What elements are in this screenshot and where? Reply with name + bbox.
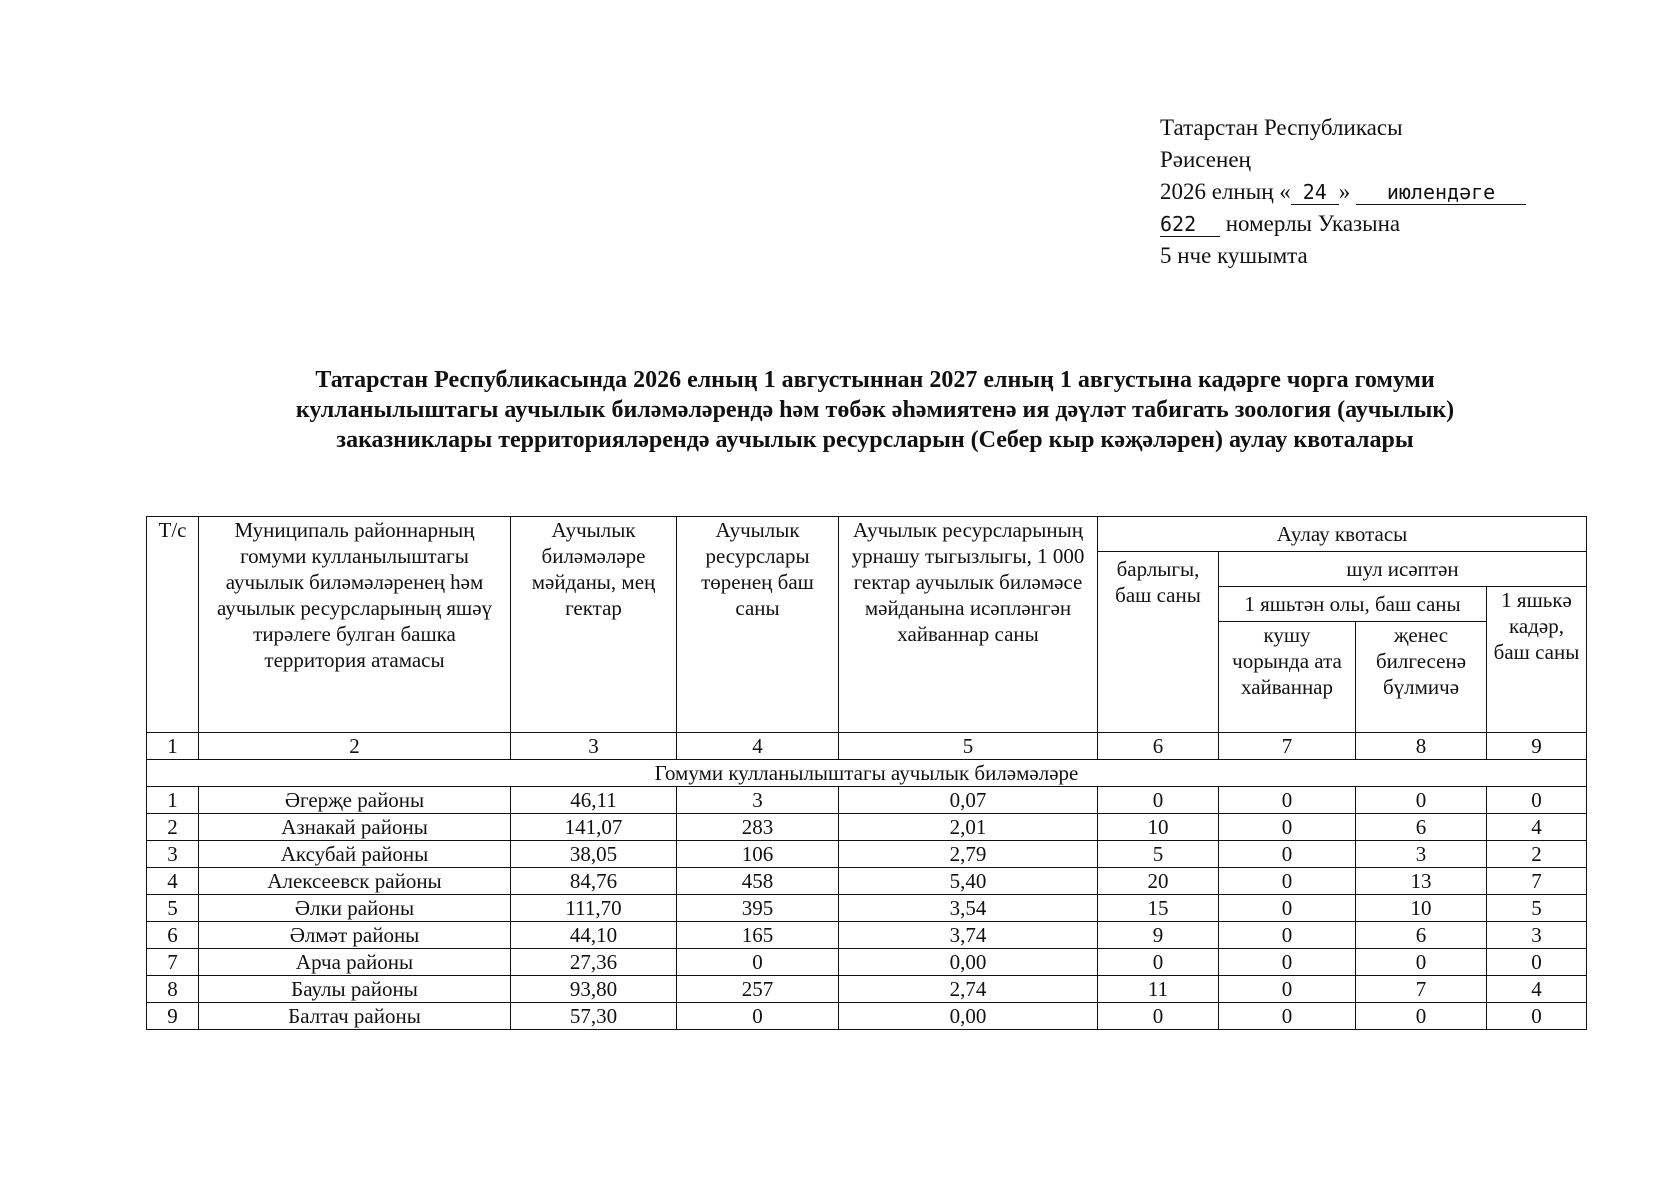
males-quota: 0 — [1219, 814, 1356, 841]
header-young: 1 яшькә кадәр, баш саны — [1487, 587, 1587, 733]
column-number: 2 — [199, 733, 511, 760]
males-quota: 0 — [1219, 949, 1356, 976]
density-value: 0,00 — [839, 949, 1098, 976]
table-row — [147, 841, 1587, 868]
young-quota: 5 — [1487, 895, 1587, 922]
young-quota: 0 — [1487, 1003, 1587, 1030]
section-row — [147, 760, 1587, 787]
nosex-quota: 13 — [1356, 868, 1487, 895]
young-quota: 4 — [1487, 814, 1587, 841]
title-line-3: заказниклары территорияләрендә аучылык ресурсларын (Себер кыр кәҗәләрен) аулау квоталары — [336, 427, 1414, 453]
header-date-mid: » — [1338, 179, 1351, 204]
title-line-2: кулланылыштагы аучылык биләмәләрендә һәм төбәк әһәмиятенә ия дәүләт табигать зоология (аучылык) — [295, 397, 1455, 423]
total-quota: 0 — [1098, 787, 1219, 814]
males-quota: 0 — [1219, 868, 1356, 895]
area-value: 141,07 — [511, 814, 677, 841]
header-number: 622 — [1160, 212, 1220, 237]
document-title — [140, 365, 1610, 455]
area-value: 27,36 — [511, 949, 677, 976]
row-index: 3 — [147, 841, 199, 868]
count-value: 257 — [677, 976, 839, 1003]
density-value: 5,40 — [839, 868, 1098, 895]
area-value: 93,80 — [511, 976, 677, 1003]
density-value: 2,79 — [839, 841, 1098, 868]
young-quota: 2 — [1487, 841, 1587, 868]
nosex-quota: 0 — [1356, 1003, 1487, 1030]
density-value: 2,01 — [839, 814, 1098, 841]
males-quota: 0 — [1219, 841, 1356, 868]
count-value: 0 — [677, 949, 839, 976]
header-ts: Т/с — [147, 517, 199, 733]
count-value: 395 — [677, 895, 839, 922]
header-line-4 — [1160, 208, 1526, 240]
district-name: Алексеевск районы — [199, 868, 511, 895]
district-name: Балтач районы — [199, 1003, 511, 1030]
header-line-1: Татарстан Республикасы — [1160, 115, 1403, 140]
density-value: 0,00 — [839, 1003, 1098, 1030]
count-value: 283 — [677, 814, 839, 841]
header-area: Аучылык биләмәләре мәйданы, мең гектар — [511, 517, 677, 733]
header-date-prefix: 2026 елның « — [1160, 179, 1291, 204]
header-number-suffix: номерлы Указына — [1225, 211, 1401, 236]
row-index: 6 — [147, 922, 199, 949]
appendix-header — [1160, 112, 1526, 272]
header-older: 1 яшьтән олы, баш саны — [1219, 587, 1487, 622]
area-value: 44,10 — [511, 922, 677, 949]
column-number: 6 — [1098, 733, 1219, 760]
header-including: шул исәптән — [1219, 552, 1587, 587]
header-name: Муниципаль районнарның гомуми кулланылыштагы аучылык биләмәләренең һәм аучылык ресурсларының яшәү тирәлеге булган башка территория атамасы — [199, 517, 511, 733]
header-line-5: 5 нче кушымта — [1160, 243, 1308, 268]
area-value: 111,70 — [511, 895, 677, 922]
count-value: 458 — [677, 868, 839, 895]
district-name: Әлмәт районы — [199, 922, 511, 949]
table-row — [147, 976, 1587, 1003]
nosex-quota: 7 — [1356, 976, 1487, 1003]
header-density: Аучылык ресурсларының урнашу тыгызлыгы, 1 000 гектар аучылык биләмәсе мәйданына исәпләнгән хайваннар саны — [839, 517, 1098, 733]
table-row — [147, 949, 1587, 976]
males-quota: 0 — [1219, 787, 1356, 814]
column-number: 4 — [677, 733, 839, 760]
column-number: 3 — [511, 733, 677, 760]
header-month: июлендәге — [1356, 180, 1526, 205]
header-count: Аучылык ресурслары төренең баш саны — [677, 517, 839, 733]
header-line-2: Рәисенең — [1160, 147, 1251, 172]
total-quota: 5 — [1098, 841, 1219, 868]
table-row — [147, 1003, 1587, 1030]
total-quota: 0 — [1098, 949, 1219, 976]
header-males: кушу чорында ата хайваннар — [1219, 622, 1356, 733]
nosex-quota: 6 — [1356, 814, 1487, 841]
density-value: 3,74 — [839, 922, 1098, 949]
density-value: 0,07 — [839, 787, 1098, 814]
young-quota: 0 — [1487, 949, 1587, 976]
row-index: 4 — [147, 868, 199, 895]
row-index: 5 — [147, 895, 199, 922]
nosex-quota: 0 — [1356, 949, 1487, 976]
total-quota: 10 — [1098, 814, 1219, 841]
count-value: 165 — [677, 922, 839, 949]
males-quota: 0 — [1219, 922, 1356, 949]
row-index: 9 — [147, 1003, 199, 1030]
males-quota: 0 — [1219, 976, 1356, 1003]
column-number: 8 — [1356, 733, 1487, 760]
count-value: 0 — [677, 1003, 839, 1030]
column-number-row — [147, 733, 1587, 760]
district-name: Баулы районы — [199, 976, 511, 1003]
header-nosex: җенес билгесенә бүлмичә — [1356, 622, 1487, 733]
row-index: 2 — [147, 814, 199, 841]
quota-table — [146, 516, 1587, 1030]
young-quota: 4 — [1487, 976, 1587, 1003]
district-name: Әгерҗе районы — [199, 787, 511, 814]
header-line-3 — [1160, 176, 1526, 208]
header-total: барлыгы, баш саны — [1098, 552, 1219, 733]
count-value: 3 — [677, 787, 839, 814]
young-quota: 3 — [1487, 922, 1587, 949]
row-index: 7 — [147, 949, 199, 976]
count-value: 106 — [677, 841, 839, 868]
district-name: Аксубай районы — [199, 841, 511, 868]
column-number: 1 — [147, 733, 199, 760]
district-name: Арча районы — [199, 949, 511, 976]
column-number: 9 — [1487, 733, 1587, 760]
title-line-1: Татарстан Республикасында 2026 елның 1 августыннан 2027 елның 1 августына кадәрге чорга гомуми — [315, 367, 1435, 393]
total-quota: 11 — [1098, 976, 1219, 1003]
nosex-quota: 3 — [1356, 841, 1487, 868]
district-name: Азнакай районы — [199, 814, 511, 841]
section-title: Гомуми кулланылыштагы аучылык биләмәләре — [147, 760, 1587, 787]
nosex-quota: 10 — [1356, 895, 1487, 922]
total-quota: 15 — [1098, 895, 1219, 922]
nosex-quota: 0 — [1356, 787, 1487, 814]
nosex-quota: 6 — [1356, 922, 1487, 949]
header-day: 24 — [1291, 180, 1339, 205]
table-row — [147, 814, 1587, 841]
header-quota: Аулау квотасы — [1098, 517, 1587, 552]
area-value: 84,76 — [511, 868, 677, 895]
males-quota: 0 — [1219, 1003, 1356, 1030]
table-row — [147, 922, 1587, 949]
area-value: 46,11 — [511, 787, 677, 814]
row-index: 8 — [147, 976, 199, 1003]
young-quota: 0 — [1487, 787, 1587, 814]
males-quota: 0 — [1219, 895, 1356, 922]
density-value: 2,74 — [839, 976, 1098, 1003]
district-name: Әлки районы — [199, 895, 511, 922]
table-row — [147, 895, 1587, 922]
density-value: 3,54 — [839, 895, 1098, 922]
total-quota: 20 — [1098, 868, 1219, 895]
area-value: 57,30 — [511, 1003, 677, 1030]
table-row — [147, 868, 1587, 895]
young-quota: 7 — [1487, 868, 1587, 895]
row-index: 1 — [147, 787, 199, 814]
total-quota: 0 — [1098, 1003, 1219, 1030]
column-number: 7 — [1219, 733, 1356, 760]
area-value: 38,05 — [511, 841, 677, 868]
total-quota: 9 — [1098, 922, 1219, 949]
column-number: 5 — [839, 733, 1098, 760]
table-row — [147, 787, 1587, 814]
